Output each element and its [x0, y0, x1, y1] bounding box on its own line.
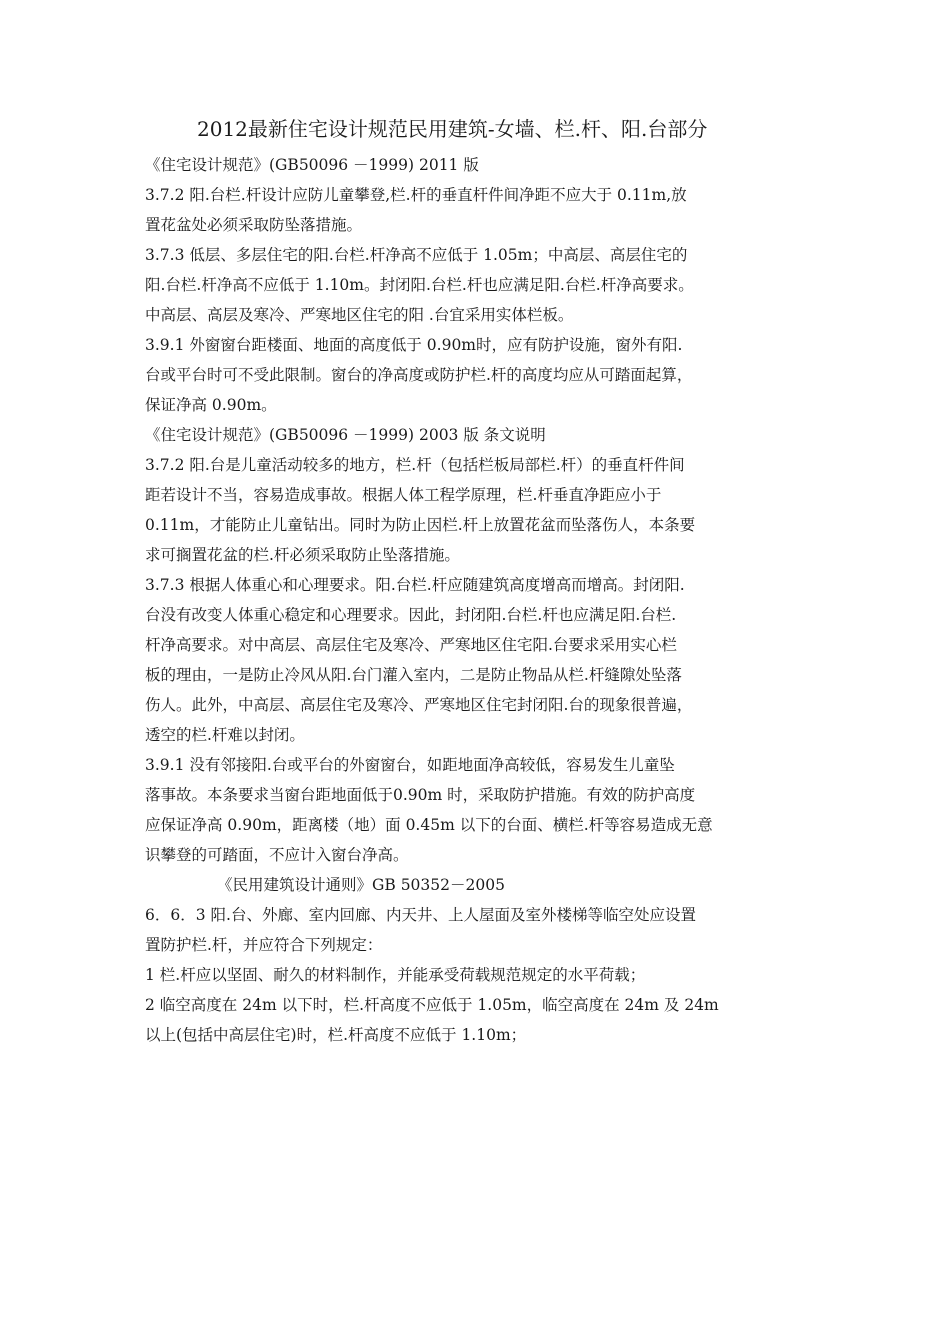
section-2: [145, 870, 817, 1050]
document-page: [145, 112, 817, 1050]
text-line: 台或平台时可不受此限制。窗台的净高度或防护栏.杆的高度均应从可踏面起算，: [145, 366, 693, 384]
text-line: 6．6．3 阳.台、外廊、室内回廊、内天井、上人屋面及室外楼梯等临空处应设置: [145, 906, 696, 924]
text-line: 3.7.3 低层、多层住宅的阳.台栏.杆净高不应低于 1.05m；中高层、高层住宅的: [145, 246, 688, 264]
text-line: 伤人。此外，中高层、高层住宅及寒冷、严寒地区住宅封闭阳.台的现象很普遍，: [145, 696, 693, 714]
text-line: 识攀登的可踏面，不应计入窗台净高。: [145, 846, 409, 864]
text-line: 阳.台栏.杆净高不应低于 1.10m。封闭阳.台栏.杆也应满足阳.台栏.杆净高要求。: [145, 276, 694, 294]
text-line: 1 栏.杆应以坚固、耐久的材料制作，并能承受荷载规范规定的水平荷载；: [145, 966, 646, 984]
text-line: 3.9.1 没有邻接阳.台或平台的外窗窗台，如距地面净高较低，容易发生儿童坠: [145, 756, 675, 774]
text-line: 置花盆处必须采取防坠落措施。: [145, 216, 363, 234]
text-line: 3.7.3 根据人体重心和心理要求。阳.台栏.杆应随建筑高度增高而增高。封闭阳.: [145, 576, 685, 594]
section-heading: 《民用建筑设计通则》GB 50352－2005: [217, 876, 505, 894]
document-title: 2012最新住宅设计规范民用建筑-女墙、栏.杆、阳.台部分: [197, 117, 708, 141]
text-line: 距若设计不当，容易造成事故。根据人体工程学原理，栏.杆垂直净距应小于: [145, 486, 662, 504]
text-line: 《住宅设计规范》(GB50096 －1999) 2011 版: [145, 156, 479, 174]
text-line: 透空的栏.杆难以封闭。: [145, 726, 305, 744]
text-line: 台没有改变人体重心稳定和心理要求。因此，封闭阳.台栏.杆也应满足阳.台栏.: [145, 606, 677, 624]
text-line: 3.7.2 阳.台是儿童活动较多的地方，栏.杆（包括栏板局部栏.杆）的垂直杆件间: [145, 456, 685, 474]
text-line: 0.11m，才能防止儿童钻出。同时为防止因栏.杆上放置花盆而坠落伤人，本条要: [145, 516, 696, 534]
text-line: 中高层、高层及寒冷、严寒地区住宅的阳 .台宜采用实体栏板。: [145, 306, 574, 324]
text-line: 《住宅设计规范》(GB50096 －1999) 2003 版 条文说明: [145, 426, 546, 444]
text-line: 2 临空高度在 24m 以下时，栏.杆高度不应低于 1.05m，临空高度在 24m 及 24m: [145, 996, 719, 1014]
text-line: 板的理由，一是防止冷风从阳.台门灌入室内，二是防止物品从栏.杆缝隙处坠落: [145, 666, 682, 684]
text-line: 保证净高 0.90m。: [145, 396, 277, 414]
text-line: 置防护栏.杆，并应符合下列规定：: [145, 936, 383, 954]
section-1: [145, 150, 817, 870]
text-line: 以上(包括中高层住宅)时，栏.杆高度不应低于 1.10m；: [145, 1026, 527, 1044]
text-line: 杆净高要求。对中高层、高层住宅及寒冷、严寒地区住宅阳.台要求采用实心栏: [145, 636, 677, 654]
text-line: 应保证净高 0.90m，距离楼（地）面 0.45m 以下的台面、横栏.杆等容易造成无意: [145, 816, 713, 834]
text-line: 落事故。本条要求当窗台距地面低于0.90m 时，采取防护措施。有效的防护高度: [145, 786, 696, 804]
text-line: 3.9.1 外窗窗台距楼面、地面的高度低于 0.90m时，应有防护设施，窗外有阳.: [145, 336, 683, 354]
text-line: 求可搁置花盆的栏.杆必须采取防止坠落措施。: [145, 546, 460, 564]
text-line: 3.7.2 阳.台栏.杆设计应防儿童攀登,栏.杆的垂直杆件间净距不应大于 0.11m,放: [145, 186, 687, 204]
